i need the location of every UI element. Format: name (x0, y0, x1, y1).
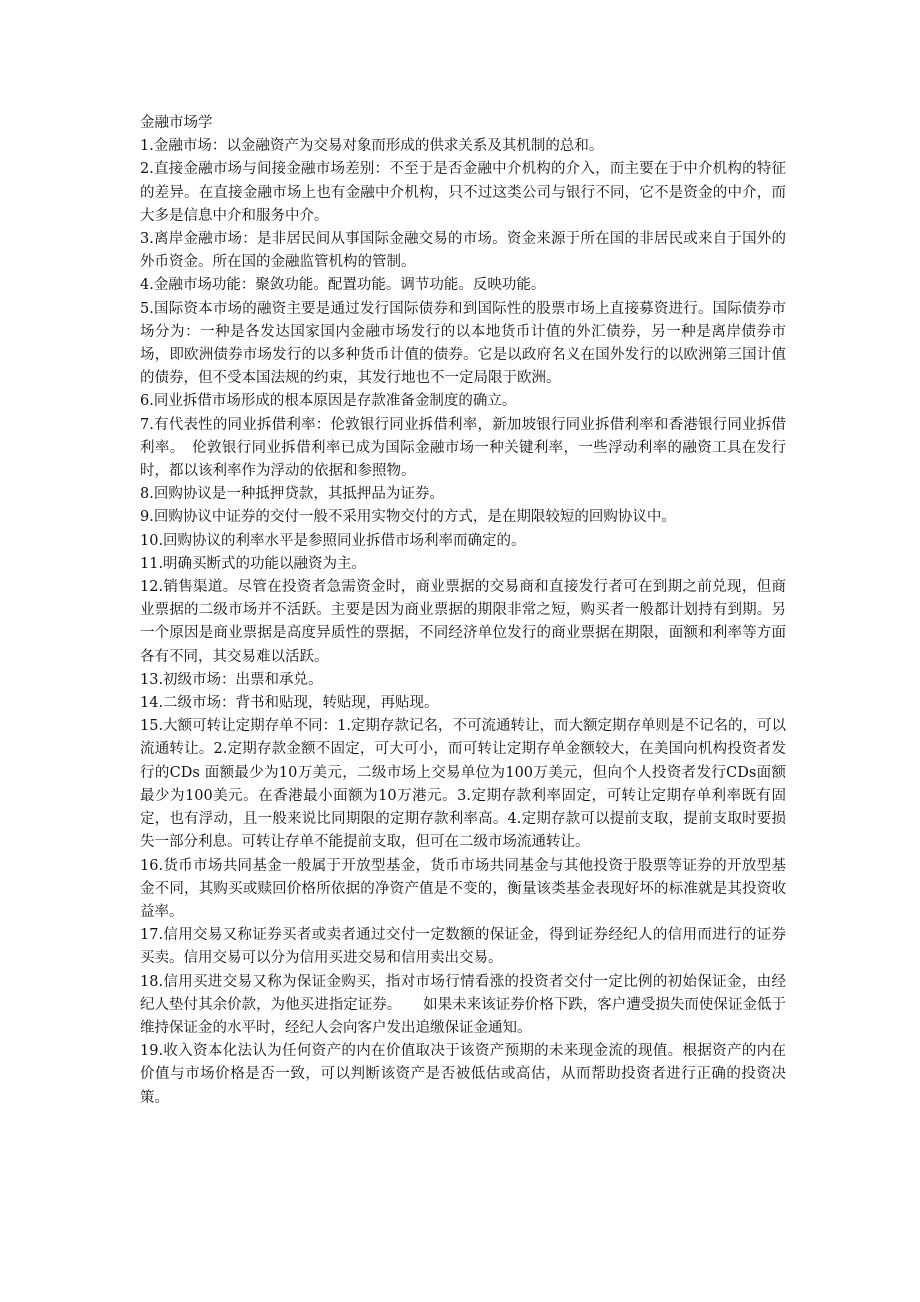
paragraph-18: 18.信用买进交易又称为保证金购买，指对市场行情看涨的投资者交付一定比例的初始保证金，由经纪人垫付其余价款，为他买进指定证券。 如果未来该证券价格下跌，客户遭受损失而使保证金低于维持保证金的水平时，经纪人会向客户发出追缴保证金通知。 (140, 973, 786, 1036)
paragraph-11: 11.明确买断式的功能以融资为主。 (140, 555, 367, 572)
paragraph-9: 9.回购协议中证券的交付一般不采用实物交付的方式，是在期限较短的回购协议中。 (140, 509, 676, 526)
document-body (140, 112, 786, 1110)
paragraph-5: 5.国际资本市场的融资主要是通过发行国际债券和到国际性的股票市场上直接募资进行。国际债券市场分为：一种是各发达国家国内金融市场发行的以本地货币计值的外汇债券，另一种是离岸债券市场，即欧洲债券市场发行的以多种货币计值的债券。它是以政府名义在国外发行的以欧洲第三国计值的债券，但不受本国法规的约束，其发行地也不一定局限于欧洲。 (140, 300, 786, 387)
paragraph-17: 17.信用交易又称证券买者或卖者通过交付一定数额的保证金，得到证券经纪人的信用而进行的证券买卖。信用交易可以分为信用买进交易和信用卖出交易。 (140, 927, 786, 967)
paragraph-6: 6.同业拆借市场形成的根本原因是存款准备金制度的确立。 (140, 393, 517, 410)
paragraph-2: 2.直接金融市场与间接金融市场差别：不至于是否金融中介机构的介入，而主要在于中介机构的特征的差异。在直接金融市场上也有金融中介机构，只不过这类公司与银行不同，它不是资金的中介，而大多是信息中介和服务中介。 (140, 161, 786, 224)
paragraph-8: 8.回购协议是一种抵押贷款，其抵押品为证券。 (140, 486, 444, 503)
paragraph-14: 14.二级市场：背书和贴现，转贴现，再贴现。 (140, 695, 439, 712)
paragraph-16: 16.货币市场共同基金一般属于开放型基金，货币市场共同基金与其他投资于股票等证券的开放型基金不同，其购买或赎回价格所依据的净资产值是不变的，衡量该类基金表现好坏的标准就是其投资收益率。 (140, 857, 786, 920)
paragraph-15: 15.大额可转让定期存单不同：1.定期存款记名，不可流通转让，而大额定期存单则是不记名的，可以流通转让。2.定期存款金额不固定，可大可小，而可转让定期存单金额较大，在美国向机构投资者发行的CDs 面额最少为10万美元，二级市场上交易单位为100万美元，但向个人投资者发行CDs面额最少为100美元。在香港最小面额为10万港元。3.定期存款利率固定，可转让定期存单利率既有固定，也有浮动，且一般来说比同期限的定期存款利率高。4.定期存款可以提前支取，提前支取时要损失一部分利息。可转让存单不能提前支取，但可在二级市场流通转让。 (140, 718, 786, 851)
document-title: 金融市场学 (140, 115, 213, 131)
paragraph-12: 12.销售渠道。尽管在投资者急需资金时，商业票据的交易商和直接发行者可在到期之前兑现，但商业票据的二级市场并不活跃。主要是因为商业票据的期限非常之短，购买者一般都计划持有到期。另一个原因是商业票据是高度异质性的票据，不同经济单位发行的商业票据在期限，面额和利率等方面各有不同，其交易难以活跃。 (140, 579, 786, 665)
paragraph-1: 1.金融市场：以金融资产为交易对象而形成的供求关系及其机制的总和。 (140, 138, 604, 155)
paragraph-4: 4.金融市场功能：聚敛功能。配置功能。调节功能。反映功能。 (140, 277, 546, 294)
paragraph-7: 7.有代表性的同业拆借利率：伦敦银行同业拆借利率，新加坡银行同业拆借利率和香港银行同业拆借利率。 伦敦银行同业拆借利率已成为国际金融市场一种关键利率，一些浮动利率的融资工具在发行时，都以该利率作为浮动的依据和参照物。 (140, 416, 786, 480)
paragraph-3: 3.离岸金融市场：是非居民间从事国际金融交易的市场。资金来源于所在国的非居民或来自于国外的外币资金。所在国的金融监管机构的管制。 (140, 231, 786, 271)
paragraph-19: 19.收入资本化法认为任何资产的内在价值取决于该资产预期的未来现金流的现值。根据资产的内在价值与市场价格是否一致，可以判断该资产是否被低估或高估，从而帮助投资者进行正确的投资决策。 (140, 1043, 786, 1106)
paragraph-10: 10.回购协议的利率水平是参照同业拆借市场利率而确定的。 (140, 532, 526, 549)
paragraph-13: 13.初级市场：出票和承兑。 (140, 671, 323, 688)
